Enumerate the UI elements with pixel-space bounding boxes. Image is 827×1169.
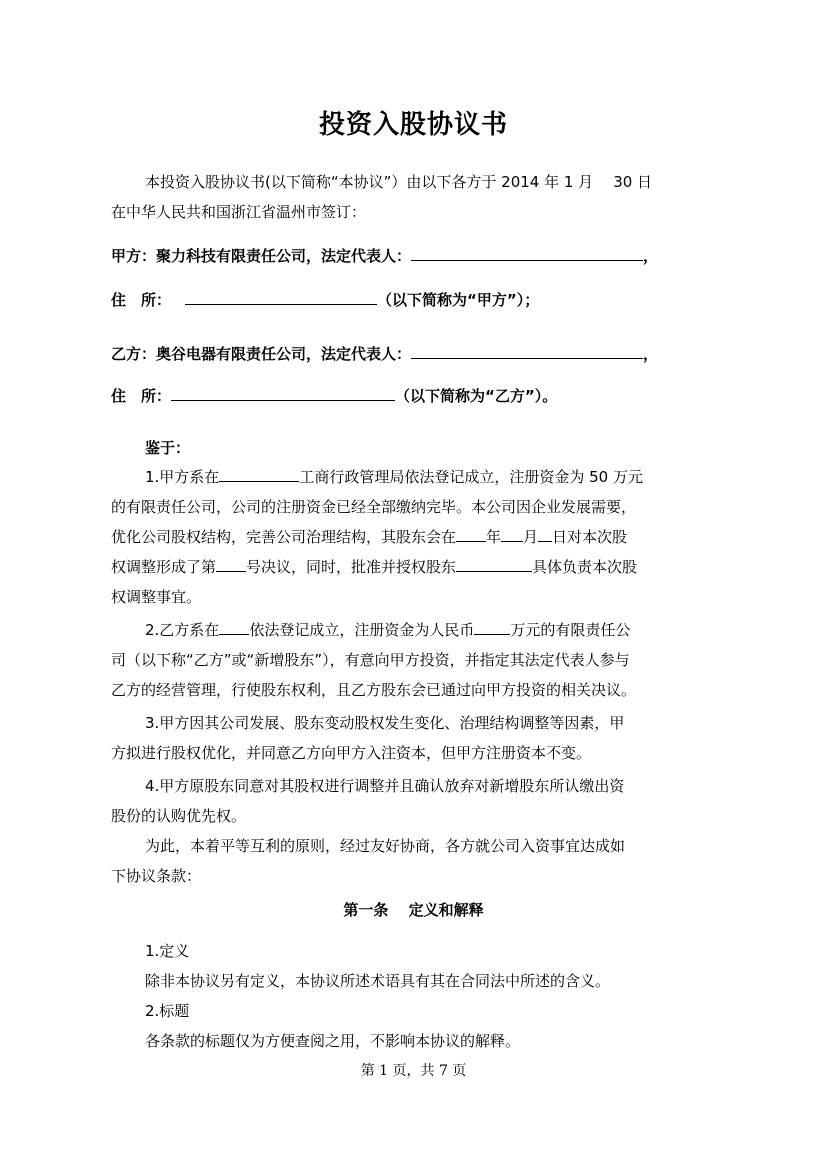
party-a-rep-blank[interactable]	[411, 246, 643, 261]
party-b-comma: ，	[643, 345, 659, 363]
party-a-address-label: 住 所：	[111, 291, 172, 309]
party-a-address-suffix: （以下简称为“甲方”）；	[377, 291, 540, 309]
resolution-number-blank[interactable]	[216, 557, 246, 572]
whereas-2-line-3: 乙方的经营管理，行使股东权利，且乙方股东会已通过向甲方投资的相关决议。	[111, 681, 637, 699]
intro-line-1	[145, 172, 721, 192]
party-b-line	[111, 344, 721, 364]
party-a-label: 甲方：聚力科技有限责任公司，法定代表人：	[111, 247, 412, 265]
whereas-2-text-c: 万元的有限责任公	[510, 621, 631, 639]
whereas-1-text-b: 工商行政管理局依法登记成立，注册资金为 50 万元	[299, 468, 643, 486]
article-1-heading: 第一条 定义和解释	[343, 901, 484, 919]
whereas-1-line-2: 的有限责任公司，公司的注册资金已经全部缴纳完毕。本公司因企业发展需要，	[111, 498, 637, 516]
party-a-line	[111, 246, 721, 266]
whereas-1-text-g: 具体负责本次股	[532, 558, 638, 576]
page-number-footer: 第 1 页，共 7 页	[360, 1063, 467, 1079]
whereas-1-line-4	[111, 557, 721, 577]
article-1-section-2-title: 2.标题	[145, 1002, 190, 1020]
party-a-comma: ，	[643, 247, 659, 265]
party-b-address-line	[111, 386, 721, 406]
whereas-1-text-a: 1.甲方系在	[145, 468, 220, 486]
whereas-heading: 鉴于：	[145, 439, 191, 457]
document-title: 投资入股协议书	[318, 110, 508, 140]
whereas-1-text-f: 号决议，同时，批准并授权股东	[246, 558, 457, 576]
party-b-rep-blank[interactable]	[411, 344, 643, 359]
whereas-4-line-2: 股份的认购优先权。	[111, 807, 247, 825]
year-blank[interactable]	[456, 527, 486, 542]
registry-blank[interactable]	[219, 467, 299, 482]
capital-blank[interactable]	[474, 620, 510, 635]
whereas-1-text-d: 日对本次股	[552, 528, 628, 546]
party-a-address-blank[interactable]	[185, 290, 377, 305]
whereas-1-text-c: 优化公司股权结构，完善公司治理结构，其股东会在	[111, 528, 457, 546]
whereas-2-text-b: 依法登记成立，注册资金为人民币	[249, 621, 475, 639]
whereas-1-line-3	[111, 527, 721, 547]
whereas-2-text-a: 2.乙方系在	[145, 621, 220, 639]
intro-line-2: 在中华人民共和国浙江省温州市签订：	[111, 203, 367, 221]
party-b-address-blank[interactable]	[171, 386, 395, 401]
registration-place-blank[interactable]	[219, 620, 249, 635]
intro-text: 本投资入股协议书(以下简称“本协议”）由以下各方于 2014 年 1 月	[145, 173, 594, 191]
shareholder-blank[interactable]	[456, 557, 532, 572]
whereas-5-line-2: 下协议条款：	[111, 867, 202, 885]
article-1-section-1-text: 除非本协议另有定义，本协议所述术语具有其在合同法中所述的含义。	[145, 972, 611, 990]
whereas-5-line-1: 为此，本着平等互利的原则，经过友好协商，各方就公司入资事宜达成如	[145, 837, 626, 855]
month-blank[interactable]	[501, 527, 523, 542]
whereas-4-line-1: 4.甲方原股东同意对其股权进行调整并且确认放弃对新增股东所认缴出资	[145, 777, 625, 795]
article-1-section-2-text: 各条款的标题仅为方便查阅之用，不影响本协议的解释。	[145, 1032, 521, 1050]
intro-day: 30 日	[613, 173, 653, 191]
day-blank[interactable]	[538, 527, 552, 542]
whereas-1-line-1	[145, 467, 721, 487]
whereas-1-line-5: 权调整事宜。	[111, 588, 202, 606]
whereas-2-line-2: 司（以下称“乙方”或“新增股东”），有意向甲方投资，并指定其法定代表人参与	[111, 651, 630, 669]
party-a-address-line	[111, 290, 721, 310]
whereas-3-line-2: 方拟进行股权优化，并同意乙方向甲方入注资本，但甲方注册资本不变。	[111, 744, 592, 762]
whereas-3-line-1: 3.甲方因其公司发展、股东变动股权发生变化、治理结构调整等因素，甲	[145, 714, 625, 732]
article-1-section-1-title: 1.定义	[145, 942, 190, 960]
year-label: 年	[486, 528, 502, 546]
party-b-address-label: 住 所：	[111, 387, 172, 405]
month-label: 月	[523, 528, 539, 546]
party-b-label: 乙方：奥谷电器有限责任公司，法定代表人：	[111, 345, 412, 363]
party-b-address-suffix: （以下简称为“乙方”）。	[395, 387, 558, 405]
whereas-1-text-e: 权调整形成了第	[111, 558, 217, 576]
whereas-2-line-1	[145, 620, 721, 640]
